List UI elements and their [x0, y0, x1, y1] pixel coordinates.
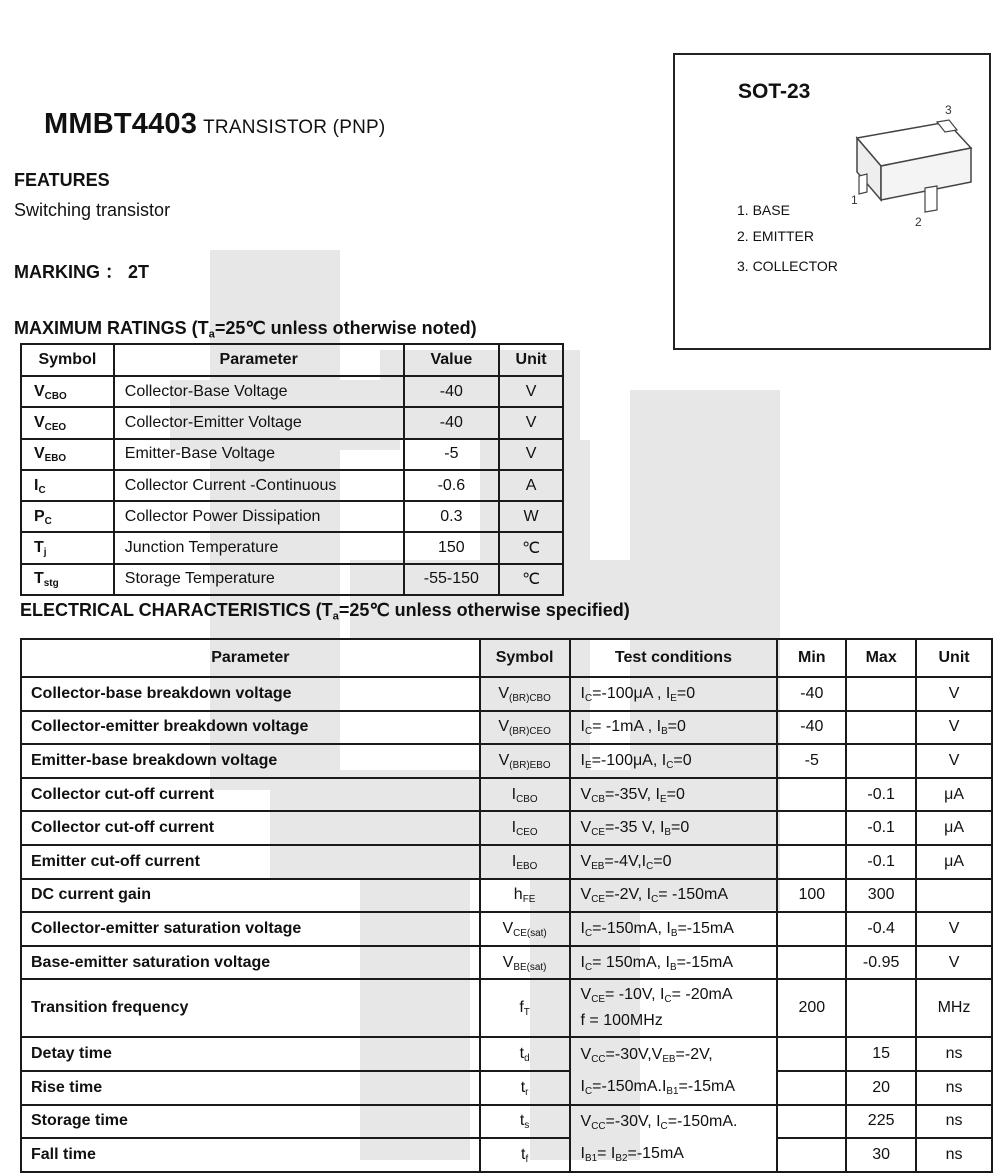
electrical-characteristics-table	[20, 638, 993, 1173]
parameter-cell: Emitter cut-off current	[21, 845, 480, 879]
parameter-cell: Collector cut-off current	[21, 778, 480, 812]
parameter-cell: Emitter-Base Voltage	[114, 439, 404, 470]
parameter-cell: Junction Temperature	[114, 532, 404, 563]
parameter-cell: Transition frequency	[21, 979, 480, 1037]
table-row	[21, 439, 563, 470]
max-cell	[846, 711, 916, 745]
unit-cell: ns	[916, 1037, 992, 1071]
condition-cell: $I_C=-150mA$, $I_B=-15mA$	[570, 912, 778, 946]
table-row	[21, 711, 992, 745]
max-cell: -0.1	[846, 778, 916, 812]
min-cell	[777, 946, 846, 980]
min-cell	[777, 845, 846, 879]
table-row	[21, 1037, 992, 1071]
max-cell: -0.95	[846, 946, 916, 980]
col-header-unit: Unit	[916, 639, 992, 677]
table-row	[21, 778, 992, 812]
col-header-symbol: Symbol	[480, 639, 570, 677]
parameter-cell: Collector Current -Continuous	[114, 470, 404, 501]
part-number: MMBT4403	[44, 108, 198, 140]
table-row	[21, 532, 563, 563]
unit-cell: V	[499, 376, 563, 407]
condition-cell: $V_{CC}=-30V,V_{EB}=-2V$, $I_C=-150mA.I_{B1}=-15mA$	[570, 1037, 778, 1104]
symbol-cell: $t_d$	[480, 1037, 570, 1071]
col-header-max: Max	[846, 639, 916, 677]
package-name: SOT-23	[738, 80, 811, 103]
features-heading: FEATURES	[14, 170, 110, 190]
table-row	[21, 1138, 992, 1172]
condition-cell: $V_{EB}=-4V,I_C=0$	[570, 845, 778, 879]
table-row	[21, 501, 563, 532]
value-cell: 150	[404, 532, 500, 563]
symbol-cell: $V_{BE(sat)}$	[480, 946, 570, 980]
symbol-cell: $P_C$	[21, 501, 114, 532]
parameter-cell: DC current gain	[21, 879, 480, 913]
min-cell	[777, 1037, 846, 1071]
min-cell: 100	[777, 879, 846, 913]
max-cell: -0.1	[846, 845, 916, 879]
value-cell: -0.6	[404, 470, 500, 501]
pin-3-label: 3. COLLECTOR	[737, 258, 838, 274]
min-cell: -40	[777, 677, 846, 711]
col-header-min: Min	[777, 639, 846, 677]
features-text: Switching transistor	[14, 200, 171, 220]
table-row	[21, 979, 992, 1037]
max-cell: -0.4	[846, 912, 916, 946]
symbol-cell: $V_{CEO}$	[21, 407, 114, 438]
condition-cell: $I_C=-100\mu A$ , $I_E=0$	[570, 677, 778, 711]
min-cell: 200	[777, 979, 846, 1037]
symbol-cell: $V_{CE(sat)}$	[480, 912, 570, 946]
max-ratings-table	[20, 343, 564, 596]
symbol-cell: $V_{EBO}$	[21, 439, 114, 470]
table-row	[21, 470, 563, 501]
condition-cell: $V_{CB}=-35V$, $I_E=0$	[570, 778, 778, 812]
unit-cell: V	[916, 711, 992, 745]
marking-label: MARKING ： 2T	[14, 262, 149, 282]
col-header-unit: Unit	[499, 344, 563, 376]
symbol-cell: $I_{CBO}$	[480, 778, 570, 812]
unit-cell: V	[499, 407, 563, 438]
symbol-cell: $V_{(BR)CEO}$	[480, 711, 570, 745]
table-row	[21, 407, 563, 438]
symbol-cell: $T_{stg}$	[21, 564, 114, 595]
symbol-cell: $I_{CEO}$	[480, 811, 570, 845]
parameter-cell: Detay time	[21, 1037, 480, 1071]
max-cell	[846, 677, 916, 711]
min-cell	[777, 1138, 846, 1172]
symbol-cell: $V_{CBO}$	[21, 376, 114, 407]
sot23-package-icon	[845, 100, 985, 230]
parameter-cell: Storage time	[21, 1105, 480, 1139]
symbol-cell: $I_{EBO}$	[480, 845, 570, 879]
symbol-cell: $h_{FE}$	[480, 879, 570, 913]
table-header-row	[21, 639, 992, 677]
condition-cell: $I_C= 150mA$, $I_B=-15mA$	[570, 946, 778, 980]
value-cell: -55-150	[404, 564, 500, 595]
unit-cell: V	[916, 912, 992, 946]
parameter-cell: Rise time	[21, 1071, 480, 1105]
package-box	[673, 53, 991, 350]
symbol-cell: $t_s$	[480, 1105, 570, 1139]
table-row	[21, 912, 992, 946]
pin-2-number: 2	[915, 215, 922, 229]
unit-cell: ns	[916, 1105, 992, 1139]
max-cell	[846, 744, 916, 778]
symbol-cell: $V_{(BR)EBO}$	[480, 744, 570, 778]
max-cell: 15	[846, 1037, 916, 1071]
table-row	[21, 845, 992, 879]
min-cell: -40	[777, 711, 846, 745]
condition-cell: $V_{CE}=-35$ V, $I_B=0$	[570, 811, 778, 845]
unit-cell: V	[916, 946, 992, 980]
col-header-test-conditions: Test conditions	[570, 639, 778, 677]
parameter-cell: Collector Power Dissipation	[114, 501, 404, 532]
parameter-cell: Emitter-base breakdown voltage	[21, 744, 480, 778]
unit-cell: ℃	[499, 532, 563, 563]
max-cell: 30	[846, 1138, 916, 1172]
parameter-cell: Fall time	[21, 1138, 480, 1172]
symbol-cell: $t_f$	[480, 1138, 570, 1172]
col-header-parameter: Parameter	[21, 639, 480, 677]
table-row	[21, 677, 992, 711]
col-header-symbol: Symbol	[21, 344, 114, 376]
col-header-parameter: Parameter	[114, 344, 404, 376]
parameter-cell: Collector-Base Voltage	[114, 376, 404, 407]
max-cell	[846, 979, 916, 1037]
max-cell: -0.1	[846, 811, 916, 845]
max-ratings-heading: MAXIMUM RATINGS ($T_a=25℃$ unless otherwise noted)	[14, 318, 477, 341]
table-row	[21, 564, 563, 595]
min-cell	[777, 1105, 846, 1139]
parameter-cell: Collector-emitter breakdown voltage	[21, 711, 480, 745]
symbol-cell: $I_C$	[21, 470, 114, 501]
symbol-cell: $t_r$	[480, 1071, 570, 1105]
parameter-cell: Collector-Emitter Voltage	[114, 407, 404, 438]
col-header-value: Value	[404, 344, 500, 376]
unit-cell	[916, 879, 992, 913]
min-cell: -5	[777, 744, 846, 778]
unit-cell: MHz	[916, 979, 992, 1037]
parameter-cell: Storage Temperature	[114, 564, 404, 595]
condition-cell: $V_{CC}=-30V$, $I_C=-150mA$. $I_{B1}= I_{B2}=-15mA$	[570, 1105, 778, 1172]
max-cell: 225	[846, 1105, 916, 1139]
table-row	[21, 946, 992, 980]
parameter-cell: Base-emitter saturation voltage	[21, 946, 480, 980]
pin-3-number: 3	[945, 103, 952, 117]
part-description: TRANSISTOR (PNP)	[203, 117, 386, 138]
unit-cell: μA	[916, 778, 992, 812]
table-row	[21, 1105, 992, 1139]
parameter-cell: Collector cut-off current	[21, 811, 480, 845]
table-row	[21, 744, 992, 778]
table-row	[21, 1071, 992, 1105]
min-cell	[777, 1071, 846, 1105]
table-row	[21, 811, 992, 845]
condition-cell: $I_C= -1mA$ , $I_B=0$	[570, 711, 778, 745]
value-cell: -40	[404, 376, 500, 407]
electrical-characteristics-heading: ELECTRICAL CHARACTERISTICS ($T_a=25℃$ unless otherwise specified)	[20, 600, 630, 623]
max-cell: 300	[846, 879, 916, 913]
page-title	[44, 108, 385, 141]
unit-cell: W	[499, 501, 563, 532]
pin-2-label: 2. EMITTER	[737, 228, 815, 244]
condition-cell: $V_{CE}=-2V$, $I_C= -150mA$	[570, 879, 778, 913]
symbol-cell: $V_{(BR)CBO}$	[480, 677, 570, 711]
unit-cell: μA	[916, 845, 992, 879]
pin-1-number: 1	[851, 193, 858, 207]
table-header-row	[21, 344, 563, 376]
condition-cell: $V_{CE}= -10V$, $I_C= -20mA$ f = 100MHz	[570, 979, 778, 1037]
min-cell	[777, 811, 846, 845]
unit-cell: V	[499, 439, 563, 470]
value-cell: -40	[404, 407, 500, 438]
condition-cell: $I_E=-100\mu A$, $I_C=0$	[570, 744, 778, 778]
unit-cell: μA	[916, 811, 992, 845]
symbol-cell: $f_T$	[480, 979, 570, 1037]
parameter-cell: Collector-emitter saturation voltage	[21, 912, 480, 946]
unit-cell: V	[916, 744, 992, 778]
unit-cell: ℃	[499, 564, 563, 595]
table-row	[21, 376, 563, 407]
pin-1-label: 1. BASE	[737, 202, 790, 218]
symbol-cell: $T_j$	[21, 532, 114, 563]
unit-cell: ns	[916, 1071, 992, 1105]
min-cell	[777, 912, 846, 946]
unit-cell: V	[916, 677, 992, 711]
unit-cell: A	[499, 470, 563, 501]
value-cell: 0.3	[404, 501, 500, 532]
max-cell: 20	[846, 1071, 916, 1105]
unit-cell: ns	[916, 1138, 992, 1172]
min-cell	[777, 778, 846, 812]
parameter-cell: Collector-base breakdown voltage	[21, 677, 480, 711]
value-cell: -5	[404, 439, 500, 470]
table-row	[21, 879, 992, 913]
